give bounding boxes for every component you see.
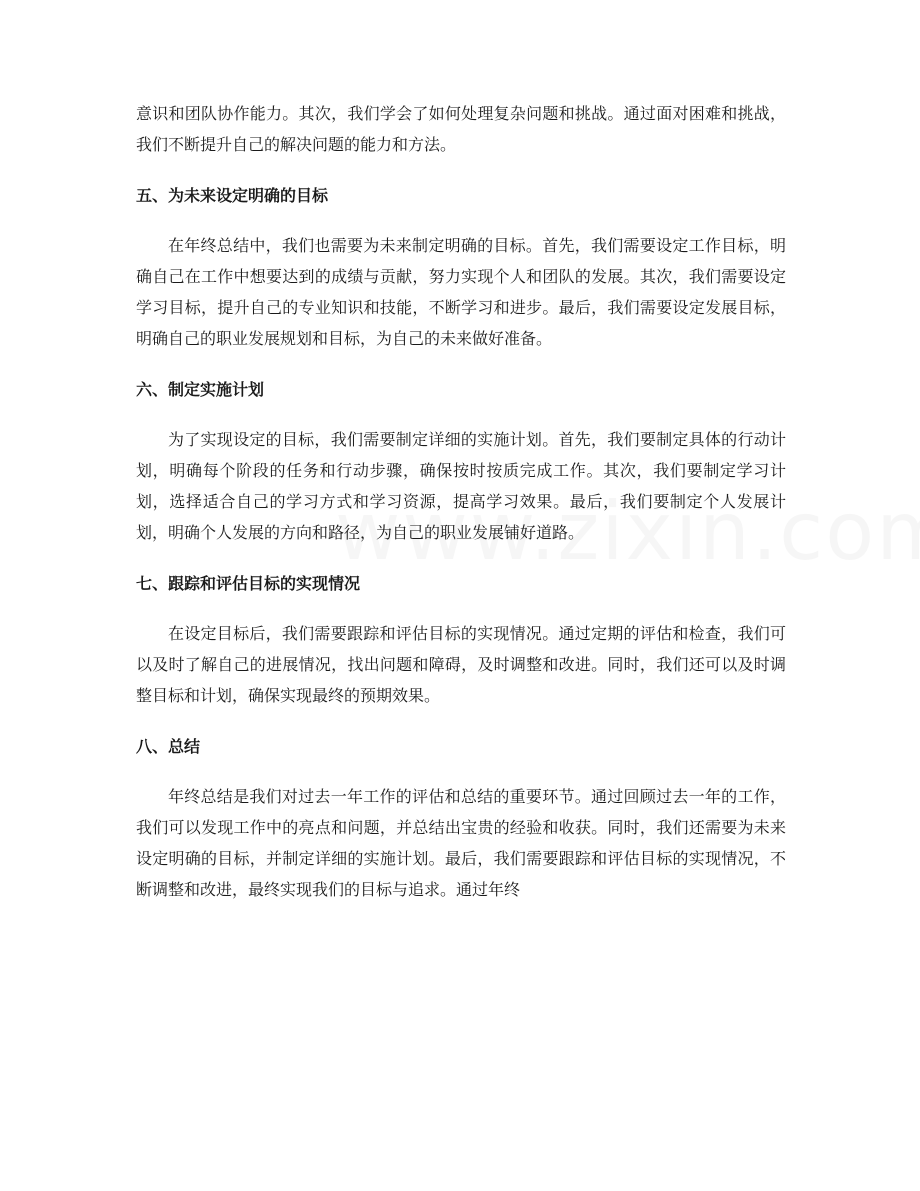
section-heading-6: 六、制定实施计划 bbox=[136, 380, 265, 399]
paragraph-continuation: 意识和团队协作能力。其次，我们学会了如何处理复杂问题和挑战。通过面对困难和挑战，我们不断提升自己的解决问题的能力和方法。 bbox=[136, 104, 786, 154]
section-8-paragraph: 年终总结是我们对过去一年工作的评估和总结的重要环节。通过回顾过去一年的工作，我们可以发现工作中的亮点和问题，并总结出宝贵的经验和收获。同时，我们还需要为未来设定明确的目标，并制定详细的实施计划。最后，我们需要跟踪和评估目标的实现情况，不断调整和改进，最终实现我们的目标与追求。通过年终 bbox=[136, 787, 786, 899]
document-body bbox=[136, 98, 786, 905]
section-heading-7: 七、跟踪和评估目标的实现情况 bbox=[136, 574, 361, 593]
section-7-paragraph: 在设定目标后，我们需要跟踪和评估目标的实现情况。通过定期的评估和检查，我们可以及时了解自己的进展情况，找出问题和障碍，及时调整和改进。同时，我们还可以及时调整目标和计划，确保实现最终的预期效果。 bbox=[136, 624, 786, 705]
section-heading-8: 八、总结 bbox=[136, 737, 201, 756]
section-6-paragraph: 为了实现设定的目标，我们需要制定详细的实施计划。首先，我们要制定具体的行动计划，明确每个阶段的任务和行动步骤，确保按时按质完成工作。其次，我们要制定学习计划，选择适合自己的学习方式和学习资源，提高学习效果。最后，我们要制定个人发展计划，明确个人发展的方向和路径，为自己的职业发展铺好道路。 bbox=[136, 430, 786, 542]
section-heading-5: 五、为未来设定明确的目标 bbox=[136, 186, 329, 205]
section-5-paragraph: 在年终总结中，我们也需要为未来制定明确的目标。首先，我们需要设定工作目标，明确自己在工作中想要达到的成绩与贡献，努力实现个人和团队的发展。其次，我们需要设定学习目标，提升自己的专业知识和技能，不断学习和进步。最后，我们需要设定发展目标，明确自己的职业发展规划和目标，为自己的未来做好准备。 bbox=[136, 236, 786, 348]
